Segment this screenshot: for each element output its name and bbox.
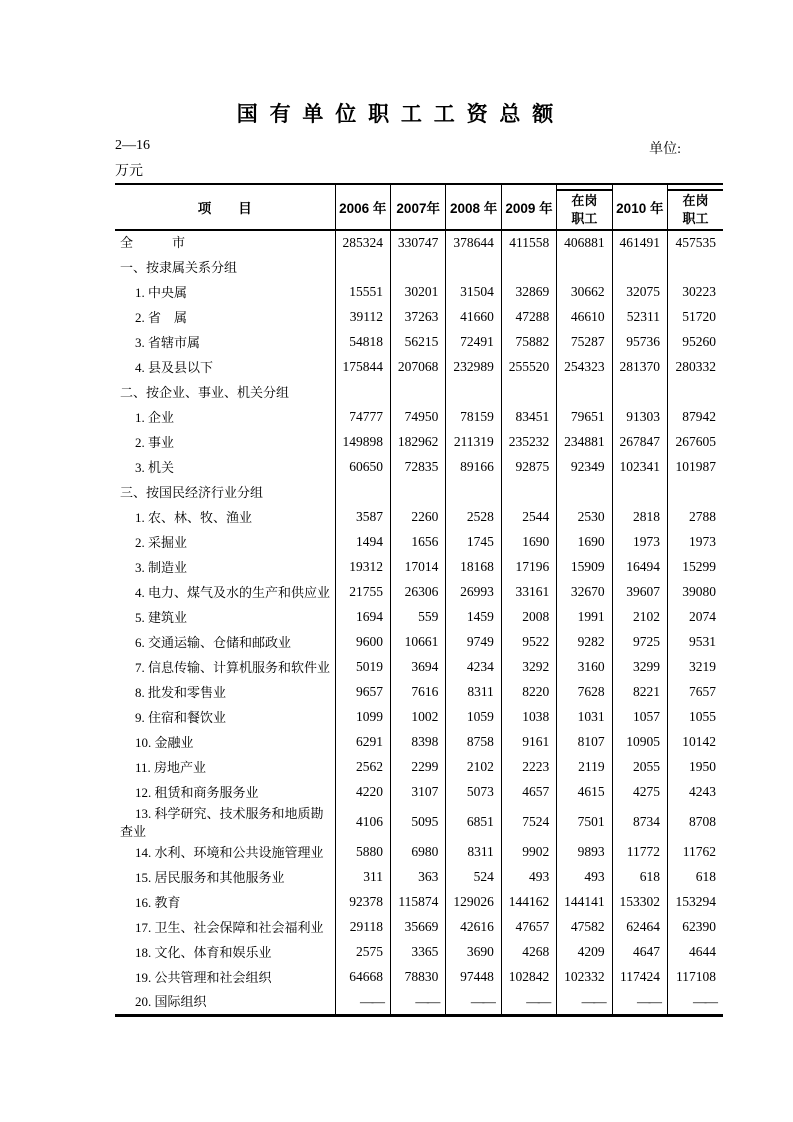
value-cell: 1031 <box>557 705 612 730</box>
value-cell: 4243 <box>668 780 723 805</box>
value-cell: 78830 <box>391 965 446 990</box>
value-cell: 75882 <box>501 330 556 355</box>
value-cell: 95260 <box>668 330 723 355</box>
value-cell: 31504 <box>446 280 501 305</box>
row-label: 1. 农、林、牧、渔业 <box>135 509 253 525</box>
table-row <box>115 355 723 380</box>
value-cell: 72491 <box>446 330 501 355</box>
value-cell: 182962 <box>391 430 446 455</box>
value-cell: 60650 <box>335 455 390 480</box>
value-cell <box>612 480 667 505</box>
value-cell: 102341 <box>612 455 667 480</box>
value-cell-dash: —— <box>557 990 612 1015</box>
value-cell: 2788 <box>668 505 723 530</box>
value-cell: 21755 <box>335 580 390 605</box>
row-label: 2. 事业 <box>135 434 175 450</box>
value-cell: 115874 <box>391 890 446 915</box>
value-cell: 92875 <box>501 455 556 480</box>
value-cell <box>335 380 390 405</box>
table-row <box>115 605 723 630</box>
value-cell <box>446 480 501 505</box>
value-cell: 5073 <box>446 780 501 805</box>
table-row <box>115 705 723 730</box>
value-cell: 89166 <box>446 455 501 480</box>
column-header-2008: 2008 年 <box>446 184 501 230</box>
value-cell: 42616 <box>446 915 501 940</box>
value-cell: 618 <box>668 865 723 890</box>
value-cell: 102842 <box>501 965 556 990</box>
value-cell: 26306 <box>391 580 446 605</box>
value-cell: 461491 <box>612 230 667 255</box>
value-cell: 281370 <box>612 355 667 380</box>
value-cell: 255520 <box>501 355 556 380</box>
value-cell-dash: —— <box>612 990 667 1015</box>
value-cell: 311 <box>335 865 390 890</box>
value-cell: 1690 <box>501 530 556 555</box>
value-cell: 3299 <box>612 655 667 680</box>
value-cell: 62390 <box>668 915 723 940</box>
value-cell: 9600 <box>335 630 390 655</box>
value-cell: 1656 <box>391 530 446 555</box>
value-cell: 8758 <box>446 730 501 755</box>
row-label: 5. 建筑业 <box>135 609 188 625</box>
value-cell: 117424 <box>612 965 667 990</box>
row-label: 二、按企业、事业、机关分组 <box>120 384 290 400</box>
value-cell <box>612 255 667 280</box>
value-cell: 30201 <box>391 280 446 305</box>
value-cell: 267847 <box>612 430 667 455</box>
value-cell: 232989 <box>446 355 501 380</box>
value-cell: 8398 <box>391 730 446 755</box>
value-cell: 33161 <box>501 580 556 605</box>
column-header-onduty-2009: 在岗 职工 <box>557 184 612 230</box>
value-cell: 129026 <box>446 890 501 915</box>
value-cell: 79651 <box>557 405 612 430</box>
value-cell: 4615 <box>557 780 612 805</box>
value-cell: 32869 <box>501 280 556 305</box>
value-cell: 2119 <box>557 755 612 780</box>
value-cell: 8311 <box>446 680 501 705</box>
value-cell-dash: —— <box>668 990 723 1015</box>
value-cell: 15909 <box>557 555 612 580</box>
column-header-2010: 2010 年 <box>612 184 667 230</box>
value-cell: 78159 <box>446 405 501 430</box>
row-label: 16. 教育 <box>135 894 181 910</box>
value-cell: 32075 <box>612 280 667 305</box>
value-cell: 7628 <box>557 680 612 705</box>
value-cell: 39112 <box>335 305 390 330</box>
value-cell: 378644 <box>446 230 501 255</box>
value-cell: 8220 <box>501 680 556 705</box>
value-cell: 15299 <box>668 555 723 580</box>
value-cell: 2562 <box>335 755 390 780</box>
value-cell: 9282 <box>557 630 612 655</box>
value-cell: 2299 <box>391 755 446 780</box>
table-body <box>115 230 723 1015</box>
value-cell: 9657 <box>335 680 390 705</box>
value-cell: 6980 <box>391 840 446 865</box>
table-row <box>115 805 723 840</box>
value-cell: 7524 <box>501 805 556 840</box>
table-row <box>115 305 723 330</box>
table-row <box>115 555 723 580</box>
value-cell: 7657 <box>668 680 723 705</box>
value-cell: 457535 <box>668 230 723 255</box>
value-cell: 9893 <box>557 840 612 865</box>
value-cell: 8734 <box>612 805 667 840</box>
value-cell: 3292 <box>501 655 556 680</box>
value-cell: 254323 <box>557 355 612 380</box>
value-cell: 1694 <box>335 605 390 630</box>
value-cell: 15551 <box>335 280 390 305</box>
column-header-2006: 2006 年 <box>335 184 390 230</box>
value-cell: 4644 <box>668 940 723 965</box>
table-row <box>115 840 723 865</box>
value-cell: 1055 <box>668 705 723 730</box>
table-row <box>115 280 723 305</box>
value-cell: 153294 <box>668 890 723 915</box>
value-cell: 51720 <box>668 305 723 330</box>
value-cell: 2074 <box>668 605 723 630</box>
value-cell: 3690 <box>446 940 501 965</box>
value-cell: 97448 <box>446 965 501 990</box>
value-cell: 7616 <box>391 680 446 705</box>
value-cell: 207068 <box>391 355 446 380</box>
value-cell: 234881 <box>557 430 612 455</box>
value-cell: 47288 <box>501 305 556 330</box>
value-cell: 2544 <box>501 505 556 530</box>
row-label: 3. 省辖市属 <box>135 334 201 350</box>
value-cell: 4647 <box>612 940 667 965</box>
value-cell: 493 <box>501 865 556 890</box>
value-cell <box>391 380 446 405</box>
row-label: 2. 省 属 <box>135 309 188 325</box>
value-cell: 62464 <box>612 915 667 940</box>
value-cell: 102332 <box>557 965 612 990</box>
table-row <box>115 990 723 1015</box>
value-cell: 11772 <box>612 840 667 865</box>
table-row <box>115 505 723 530</box>
table-row <box>115 865 723 890</box>
page-title: 国 有 单 位 职 工 工 资 总 额 <box>236 103 557 126</box>
value-cell: 10142 <box>668 730 723 755</box>
value-cell: 30662 <box>557 280 612 305</box>
value-cell: 46610 <box>557 305 612 330</box>
value-cell: 2102 <box>446 755 501 780</box>
value-cell: 9749 <box>446 630 501 655</box>
column-header-2007: 2007年 <box>391 184 446 230</box>
table-header-row <box>115 184 723 230</box>
value-cell: 1950 <box>668 755 723 780</box>
value-cell: 87942 <box>668 405 723 430</box>
value-cell: 32670 <box>557 580 612 605</box>
row-label: 8. 批发和零售业 <box>135 684 227 700</box>
value-cell: 175844 <box>335 355 390 380</box>
value-cell: 2528 <box>446 505 501 530</box>
value-cell: 2008 <box>501 605 556 630</box>
row-label: 3. 制造业 <box>135 559 188 575</box>
value-cell: 35669 <box>391 915 446 940</box>
row-label: 3. 机关 <box>135 459 175 475</box>
row-label: 7. 信息传输、计算机服务和软件业 <box>135 659 331 675</box>
value-cell <box>501 255 556 280</box>
value-cell <box>557 480 612 505</box>
value-cell: 5095 <box>391 805 446 840</box>
value-cell: 74950 <box>391 405 446 430</box>
value-cell: 5019 <box>335 655 390 680</box>
value-cell: 2260 <box>391 505 446 530</box>
table-row <box>115 680 723 705</box>
value-cell: 8708 <box>668 805 723 840</box>
value-cell: 524 <box>446 865 501 890</box>
value-cell: 285324 <box>335 230 390 255</box>
value-cell: 363 <box>391 865 446 890</box>
value-cell: 37263 <box>391 305 446 330</box>
value-cell: 235232 <box>501 430 556 455</box>
value-cell: 11762 <box>668 840 723 865</box>
column-header-item: 项 目 <box>115 184 335 230</box>
row-label: 19. 公共管理和社会组织 <box>135 969 272 985</box>
value-cell: 8311 <box>446 840 501 865</box>
value-cell: 9725 <box>612 630 667 655</box>
value-cell: 6291 <box>335 730 390 755</box>
value-cell: 2818 <box>612 505 667 530</box>
table-row <box>115 890 723 915</box>
value-cell: 41660 <box>446 305 501 330</box>
value-cell <box>668 480 723 505</box>
value-cell: 4209 <box>557 940 612 965</box>
table-row <box>115 430 723 455</box>
value-cell: 1973 <box>612 530 667 555</box>
value-cell: 211319 <box>446 430 501 455</box>
value-cell: 7501 <box>557 805 612 840</box>
table-row <box>115 915 723 940</box>
row-label: 15. 居民服务和其他服务业 <box>135 869 285 885</box>
value-cell: 9522 <box>501 630 556 655</box>
table-row <box>115 940 723 965</box>
value-cell: 1459 <box>446 605 501 630</box>
value-cell: 10905 <box>612 730 667 755</box>
column-header-2009: 2009 年 <box>501 184 556 230</box>
table-row <box>115 630 723 655</box>
value-cell: 144162 <box>501 890 556 915</box>
value-cell: 1745 <box>446 530 501 555</box>
value-cell: 6851 <box>446 805 501 840</box>
value-cell <box>557 380 612 405</box>
value-cell: 3160 <box>557 655 612 680</box>
table-row <box>115 380 723 405</box>
table-row <box>115 405 723 430</box>
value-cell: 95736 <box>612 330 667 355</box>
value-cell-dash: —— <box>391 990 446 1015</box>
value-cell-dash: —— <box>501 990 556 1015</box>
value-cell: 8221 <box>612 680 667 705</box>
row-label: 20. 国际组织 <box>135 994 207 1010</box>
value-cell <box>446 255 501 280</box>
value-cell: 16494 <box>612 555 667 580</box>
value-cell: 1059 <box>446 705 501 730</box>
value-cell: 9161 <box>501 730 556 755</box>
value-cell: 3365 <box>391 940 446 965</box>
row-label: 18. 文化、体育和娱乐业 <box>135 944 272 960</box>
value-cell: 1494 <box>335 530 390 555</box>
row-label: 一、按隶属关系分组 <box>120 259 238 275</box>
value-cell-dash: —— <box>446 990 501 1015</box>
row-label: 6. 交通运输、仓储和邮政业 <box>135 634 292 650</box>
value-cell: 411558 <box>501 230 556 255</box>
table-row <box>115 330 723 355</box>
row-label: 三、按国民经济行业分组 <box>120 484 264 500</box>
row-label: 17. 卫生、社会保障和社会福利业 <box>135 919 324 935</box>
row-label: 14. 水利、环境和公共设施管理业 <box>135 844 324 860</box>
value-cell: 75287 <box>557 330 612 355</box>
value-cell: 18168 <box>446 555 501 580</box>
value-cell: 29118 <box>335 915 390 940</box>
value-cell: 30223 <box>668 280 723 305</box>
value-cell: 144141 <box>557 890 612 915</box>
value-cell: 618 <box>612 865 667 890</box>
value-cell: 1099 <box>335 705 390 730</box>
value-cell: 2575 <box>335 940 390 965</box>
value-cell: 1690 <box>557 530 612 555</box>
value-cell: 47657 <box>501 915 556 940</box>
value-cell <box>557 255 612 280</box>
value-cell: 2055 <box>612 755 667 780</box>
value-cell: 47582 <box>557 915 612 940</box>
table-row <box>115 780 723 805</box>
unit-value: 万元 <box>115 164 143 179</box>
value-cell: 4106 <box>335 805 390 840</box>
table-row <box>115 455 723 480</box>
row-label: 1. 中央属 <box>135 284 188 300</box>
value-cell: 17196 <box>501 555 556 580</box>
value-cell: 4234 <box>446 655 501 680</box>
value-cell: 3694 <box>391 655 446 680</box>
value-cell <box>391 480 446 505</box>
value-cell: 5880 <box>335 840 390 865</box>
value-cell <box>335 480 390 505</box>
value-cell <box>668 380 723 405</box>
value-cell <box>501 380 556 405</box>
table-row <box>115 655 723 680</box>
value-cell: 101987 <box>668 455 723 480</box>
value-cell: 559 <box>391 605 446 630</box>
value-cell: 3107 <box>391 780 446 805</box>
table-row <box>115 230 723 255</box>
value-cell: 74777 <box>335 405 390 430</box>
value-cell: 2102 <box>612 605 667 630</box>
value-cell: 64668 <box>335 965 390 990</box>
row-label: 13. 科学研究、技术服务和地质勘查业 <box>120 806 324 839</box>
table-row <box>115 730 723 755</box>
row-label: 10. 金融业 <box>135 734 194 750</box>
value-cell <box>668 255 723 280</box>
row-label: 4. 电力、煤气及水的生产和供应业 <box>135 584 331 600</box>
value-cell: 153302 <box>612 890 667 915</box>
table-row <box>115 480 723 505</box>
table-row <box>115 255 723 280</box>
wage-table <box>115 183 723 1017</box>
unit-label: 单位: <box>649 142 681 157</box>
table-row <box>115 580 723 605</box>
value-cell <box>612 380 667 405</box>
value-cell: 92349 <box>557 455 612 480</box>
value-cell-dash: —— <box>335 990 390 1015</box>
value-cell: 4268 <box>501 940 556 965</box>
value-cell <box>391 255 446 280</box>
value-cell: 72835 <box>391 455 446 480</box>
row-label: 4. 县及县以下 <box>135 359 214 375</box>
value-cell: 8107 <box>557 730 612 755</box>
row-label: 1. 企业 <box>135 409 175 425</box>
value-cell: 17014 <box>391 555 446 580</box>
value-cell: 9902 <box>501 840 556 865</box>
value-cell: 9531 <box>668 630 723 655</box>
value-cell: 149898 <box>335 430 390 455</box>
value-cell: 92378 <box>335 890 390 915</box>
value-cell <box>335 255 390 280</box>
value-cell: 83451 <box>501 405 556 430</box>
value-cell: 1002 <box>391 705 446 730</box>
value-cell: 3587 <box>335 505 390 530</box>
table-row <box>115 530 723 555</box>
value-cell: 91303 <box>612 405 667 430</box>
table-number: 2—16 <box>115 138 150 153</box>
row-label: 全 市 <box>120 235 186 251</box>
value-cell: 2530 <box>557 505 612 530</box>
value-cell: 267605 <box>668 430 723 455</box>
value-cell: 54818 <box>335 330 390 355</box>
table-row <box>115 755 723 780</box>
value-cell <box>446 380 501 405</box>
table-row <box>115 965 723 990</box>
value-cell: 19312 <box>335 555 390 580</box>
value-cell: 1057 <box>612 705 667 730</box>
value-cell: 52311 <box>612 305 667 330</box>
value-cell: 56215 <box>391 330 446 355</box>
value-cell: 4275 <box>612 780 667 805</box>
value-cell: 2223 <box>501 755 556 780</box>
value-cell: 493 <box>557 865 612 890</box>
value-cell: 4657 <box>501 780 556 805</box>
value-cell: 3219 <box>668 655 723 680</box>
value-cell: 406881 <box>557 230 612 255</box>
value-cell: 26993 <box>446 580 501 605</box>
value-cell: 1991 <box>557 605 612 630</box>
row-label: 12. 租赁和商务服务业 <box>135 784 259 800</box>
value-cell: 39607 <box>612 580 667 605</box>
value-cell: 10661 <box>391 630 446 655</box>
row-label: 9. 住宿和餐饮业 <box>135 709 227 725</box>
value-cell: 4220 <box>335 780 390 805</box>
value-cell <box>501 480 556 505</box>
value-cell: 1973 <box>668 530 723 555</box>
value-cell: 1038 <box>501 705 556 730</box>
value-cell: 39080 <box>668 580 723 605</box>
row-label: 11. 房地产业 <box>135 759 207 775</box>
value-cell: 330747 <box>391 230 446 255</box>
row-label: 2. 采掘业 <box>135 534 188 550</box>
value-cell: 117108 <box>668 965 723 990</box>
value-cell: 280332 <box>668 355 723 380</box>
column-header-onduty-2010: 在岗 职工 <box>668 184 723 230</box>
